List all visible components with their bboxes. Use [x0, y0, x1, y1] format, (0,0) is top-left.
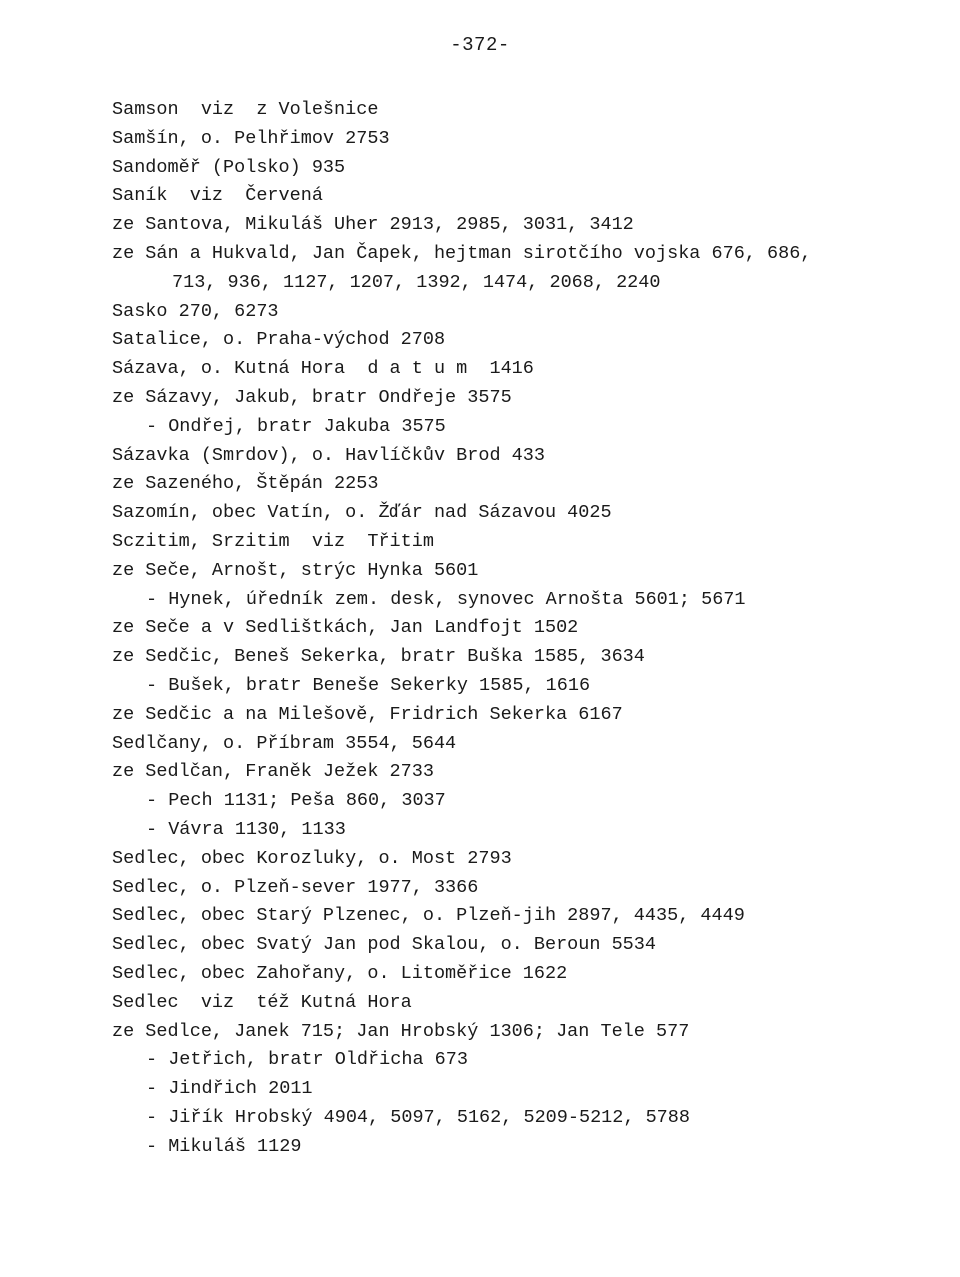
index-entry-continuation: 713, 936, 1127, 1207, 1392, 1474, 2068, 2240 [172, 271, 661, 293]
index-entry: ze Seče a v Sedlištkách, Jan Landfojt 1502 [112, 617, 579, 639]
index-entry: ze Sán a Hukvald, Jan Čapek, hejtman sirotčího vojska 676, 686, [112, 242, 812, 264]
index-entry: ze Sedčic a na Milešově, Fridrich Sekerka 6167 [112, 703, 623, 725]
index-entry: Sedlec, obec Starý Plzenec, o. Plzeň-jih 2897, 4435, 4449 [112, 905, 745, 927]
index-entry: Sandoměř (Polsko) 935 [112, 156, 346, 178]
page-number: -372- [450, 34, 510, 56]
index-subentry: - Hynek, úředník zem. desk, synovec Arnošta 5601; 5671 [146, 588, 746, 610]
index-entries [112, 96, 932, 1161]
index-entry: Sedlec, o. Plzeň-sever 1977, 3366 [112, 876, 479, 898]
index-subentry: - Vávra 1130, 1133 [146, 818, 346, 840]
index-entry: Sedlec, obec Zahořany, o. Litoměřice 1622 [112, 962, 568, 984]
index-subentry: - Pech 1131; Peša 860, 3037 [146, 790, 446, 812]
index-entry: Sazomín, obec Vatín, o. Žďár nad Sázavou 4025 [112, 502, 612, 524]
index-entry: Sczitim, Srzitim viz Třitim [112, 530, 434, 552]
index-entry: ze Santova, Mikuláš Uher 2913, 2985, 3031, 3412 [112, 214, 634, 236]
index-subentry: - Jetřich, bratr Oldřicha 673 [146, 1049, 468, 1071]
index-entry: ze Sedlčan, Franěk Ježek 2733 [112, 761, 434, 783]
index-entry: ze Sazeného, Štěpán 2253 [112, 473, 379, 495]
index-entry: Sasko 270, 6273 [112, 300, 279, 322]
index-entry: Satalice, o. Praha-východ 2708 [112, 329, 446, 351]
index-entry: Sázava, o. Kutná Hora d a t u m 1416 [112, 358, 534, 380]
index-entry: Sázavka (Smrdov), o. Havlíčkův Brod 433 [112, 444, 545, 466]
index-entry: Sedlec viz též Kutná Hora [112, 991, 412, 1013]
index-entry: ze Sedčic, Beneš Sekerka, bratr Buška 1585, 3634 [112, 646, 645, 668]
index-entry: Samšín, o. Pelhřimov 2753 [112, 127, 390, 149]
index-entry: Sedlec, obec Korozluky, o. Most 2793 [112, 847, 512, 869]
index-subentry: - Jindřich 2011 [146, 1078, 313, 1100]
index-entry: Saník viz Červená [112, 185, 323, 207]
index-subentry: - Mikuláš 1129 [146, 1135, 302, 1157]
index-subentry: - Jiřík Hrobský 4904, 5097, 5162, 5209-5212, 5788 [146, 1106, 690, 1128]
index-entry: ze Sedlce, Janek 715; Jan Hrobský 1306; Jan Tele 577 [112, 1020, 690, 1042]
index-entry: Sedlec, obec Svatý Jan pod Skalou, o. Beroun 5534 [112, 934, 656, 956]
index-subentry: - Ondřej, bratr Jakuba 3575 [146, 415, 446, 437]
index-entry: Samson viz z Volešnice [112, 99, 379, 120]
index-entry: ze Seče, Arnošt, strýc Hynka 5601 [112, 559, 479, 581]
index-subentry: - Bušek, bratr Beneše Sekerky 1585, 1616 [146, 674, 591, 696]
index-entry: Sedlčany, o. Příbram 3554, 5644 [112, 732, 457, 754]
index-entry: ze Sázavy, Jakub, bratr Ondřeje 3575 [112, 386, 512, 408]
